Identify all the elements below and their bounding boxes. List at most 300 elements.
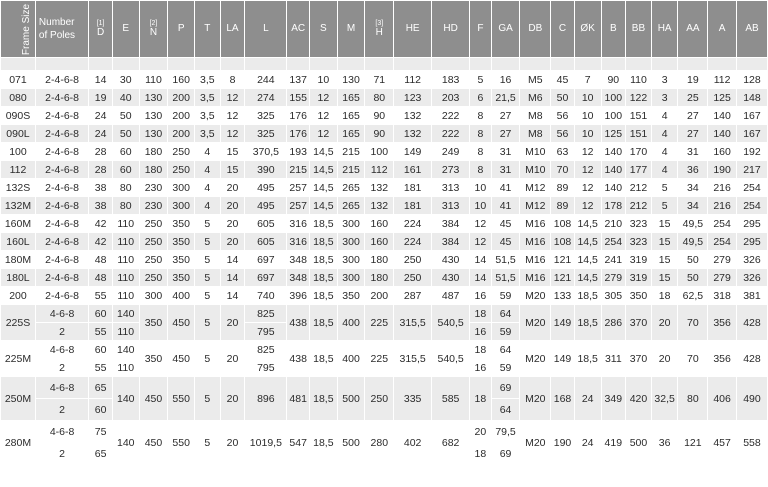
- spacer-cell: [89, 58, 113, 71]
- table-row: [1, 269, 768, 287]
- table-cell: 18: [651, 287, 678, 305]
- table-cell: 128: [736, 71, 767, 89]
- table-cell: 5: [195, 305, 221, 341]
- table-cell: M16: [520, 269, 551, 287]
- column-header-label: T: [204, 23, 211, 34]
- table-cell: 51,5: [491, 251, 520, 269]
- table-cell: 168: [551, 377, 575, 421]
- table-cell: 25: [678, 89, 708, 107]
- table-cell: 165: [337, 89, 365, 107]
- table-cell: 430: [432, 269, 470, 287]
- table-cell: 12: [574, 197, 601, 215]
- spacer-cell: [551, 58, 575, 71]
- table-cell: 4-6-8: [35, 305, 88, 323]
- table-row: [1, 233, 768, 251]
- table-cell: 80: [112, 179, 139, 197]
- table-cell: 3,5: [195, 71, 221, 89]
- table-cell: 500: [337, 377, 365, 421]
- table-cell: 795: [245, 323, 287, 341]
- table-cell: 279: [708, 269, 737, 287]
- table-cell: M16: [520, 233, 551, 251]
- table-cell: 10: [309, 71, 337, 89]
- table-cell: 190: [708, 161, 737, 179]
- table-cell: 18: [470, 341, 492, 359]
- table-cell: 224: [394, 215, 432, 233]
- table-cell: 140: [601, 161, 626, 179]
- table-cell: 420: [626, 377, 652, 421]
- table-cell: 62,5: [678, 287, 708, 305]
- table-cell: 19: [89, 89, 113, 107]
- table-cell: 180L: [1, 269, 36, 287]
- column-header-label: GA: [498, 23, 513, 34]
- table-cell: 348: [287, 251, 310, 269]
- table-row: [1, 71, 768, 89]
- table-cell: 558: [736, 421, 767, 465]
- table-cell: M20: [520, 341, 551, 377]
- table-cell: 384: [432, 215, 470, 233]
- table-cell: 180: [365, 251, 394, 269]
- table-cell: 4: [651, 161, 678, 179]
- table-cell: 59: [491, 359, 520, 377]
- table-cell: 795: [245, 359, 287, 377]
- table-cell: 287: [394, 287, 432, 305]
- table-cell: 216: [708, 179, 737, 197]
- table-cell: 350: [337, 287, 365, 305]
- footnote-marker: [1]: [96, 20, 105, 27]
- table-row: [1, 197, 768, 215]
- table-cell: 60: [112, 161, 139, 179]
- table-cell: 64: [491, 305, 520, 323]
- table-cell: 300: [337, 251, 365, 269]
- spacer-cell: [491, 58, 520, 71]
- table-cell: 41: [491, 197, 520, 215]
- table-cell: 64: [491, 399, 520, 421]
- table-cell: 65: [89, 377, 113, 399]
- table-cell: 215: [287, 161, 310, 179]
- column-header-label: C: [558, 23, 567, 34]
- table-cell: 381: [736, 287, 767, 305]
- table-cell: 16: [491, 71, 520, 89]
- footnote-marker: [2]: [149, 20, 158, 27]
- column-header: [245, 1, 287, 58]
- table-cell: 390: [245, 161, 287, 179]
- table-cell: 31: [678, 143, 708, 161]
- table-cell: 254: [601, 233, 626, 251]
- table-cell: 20: [220, 179, 245, 197]
- table-cell: 280M: [1, 421, 36, 465]
- table-cell: 148: [736, 89, 767, 107]
- table-cell: 132: [365, 197, 394, 215]
- table-cell: 112: [1, 161, 36, 179]
- table-cell: M8: [520, 125, 551, 143]
- table-cell: 100: [1, 143, 36, 161]
- table-cell: 110: [112, 269, 139, 287]
- table-cell: 108: [551, 233, 575, 251]
- table-cell: 250: [168, 161, 195, 179]
- table-cell: 12: [470, 215, 492, 233]
- table-cell: 18,5: [309, 377, 337, 421]
- table-cell: 130: [139, 125, 168, 143]
- table-cell: 80: [365, 89, 394, 107]
- table-cell: 178: [601, 197, 626, 215]
- spacer-cell: [520, 58, 551, 71]
- table-cell: M8: [520, 107, 551, 125]
- table-cell: 825: [245, 341, 287, 359]
- spacer-cell: [168, 58, 195, 71]
- table-cell: 5: [195, 215, 221, 233]
- table-cell: 230: [139, 179, 168, 197]
- table-cell: 682: [432, 421, 470, 465]
- table-cell: 605: [245, 215, 287, 233]
- table-cell: 160M: [1, 215, 36, 233]
- table-cell: 20: [470, 421, 492, 443]
- spacer-cell: [245, 58, 287, 71]
- table-cell: 697: [245, 269, 287, 287]
- table-cell: 140: [112, 377, 139, 421]
- table-cell: 14: [470, 251, 492, 269]
- table-cell: 21,5: [491, 89, 520, 107]
- column-header-label: HA: [657, 23, 672, 34]
- table-cell: 176: [287, 125, 310, 143]
- table-cell: 100: [601, 89, 626, 107]
- table-cell: M20: [520, 305, 551, 341]
- table-cell: 316: [287, 233, 310, 251]
- column-header: [168, 1, 195, 58]
- column-header: [574, 1, 601, 58]
- table-cell: 192: [736, 143, 767, 161]
- table-cell: 241: [601, 251, 626, 269]
- spacer-cell: [35, 58, 88, 71]
- table-cell: 500: [626, 421, 652, 465]
- column-header-label: F: [477, 23, 484, 34]
- column-header-label: BB: [631, 23, 646, 34]
- table-cell: 2-4-6-8: [35, 197, 88, 215]
- table-cell: 8: [470, 161, 492, 179]
- table-cell: 18,5: [309, 233, 337, 251]
- table-cell: 325: [245, 125, 287, 143]
- table-cell: 244: [245, 71, 287, 89]
- table-cell: 51,5: [491, 269, 520, 287]
- table-cell: 350: [168, 233, 195, 251]
- table-cell: 249: [432, 143, 470, 161]
- table-cell: 3,5: [195, 89, 221, 107]
- table-cell: 487: [432, 287, 470, 305]
- table-cell: 155: [287, 89, 310, 107]
- table-cell: 300: [168, 197, 195, 215]
- table-cell: 3,5: [195, 107, 221, 125]
- table-cell: 280: [365, 421, 394, 465]
- table-cell: 384: [432, 233, 470, 251]
- table-cell: 295: [736, 215, 767, 233]
- table-cell: 121: [551, 269, 575, 287]
- table-cell: 18,5: [574, 341, 601, 377]
- table-cell: 18,5: [309, 287, 337, 305]
- table-row: [1, 161, 768, 179]
- spacer-cell: [678, 58, 708, 71]
- table-cell: 5: [195, 233, 221, 251]
- table-cell: 15: [220, 143, 245, 161]
- table-cell: 18: [470, 443, 492, 465]
- table-cell: 70: [678, 341, 708, 377]
- table-cell: 193: [287, 143, 310, 161]
- table-cell: 490: [736, 377, 767, 421]
- table-cell: 457: [708, 421, 737, 465]
- table-cell: 279: [601, 269, 626, 287]
- table-cell: 14,5: [574, 269, 601, 287]
- table-cell: 31: [491, 143, 520, 161]
- table-cell: 2: [35, 359, 88, 377]
- table-cell: 42: [89, 215, 113, 233]
- table-cell: 400: [337, 305, 365, 341]
- table-cell: 14,5: [309, 161, 337, 179]
- table-cell: 12: [309, 107, 337, 125]
- table-cell: 547: [287, 421, 310, 465]
- table-cell: 60: [89, 399, 113, 421]
- table-cell: 217: [736, 161, 767, 179]
- column-header: [678, 1, 708, 58]
- table-cell: 151: [626, 107, 652, 125]
- column-header: [287, 1, 310, 58]
- table-cell: 45: [491, 215, 520, 233]
- frame-size-header: Frame Size: [1, 1, 36, 58]
- table-cell: 4: [651, 125, 678, 143]
- table-cell: 5: [470, 71, 492, 89]
- table-cell: 34: [678, 197, 708, 215]
- table-cell: 130: [139, 107, 168, 125]
- table-cell: 75: [89, 421, 113, 443]
- table-cell: 254: [708, 215, 737, 233]
- table-cell: 4: [195, 143, 221, 161]
- spacer-cell: [365, 58, 394, 71]
- column-header: [394, 1, 432, 58]
- table-cell: M5: [520, 71, 551, 89]
- table-cell: 112: [365, 161, 394, 179]
- table-cell: 6: [470, 89, 492, 107]
- table-cell: 20: [220, 215, 245, 233]
- table-cell: 215: [337, 161, 365, 179]
- table-cell: 14,5: [574, 215, 601, 233]
- table-cell: 4-6-8: [35, 421, 88, 443]
- table-cell: 14: [220, 287, 245, 305]
- table-cell: M20: [520, 287, 551, 305]
- table-cell: 130: [139, 89, 168, 107]
- table-cell: 45: [551, 71, 575, 89]
- table-cell: 3: [651, 89, 678, 107]
- table-cell: 5: [195, 251, 221, 269]
- table-cell: 15: [651, 233, 678, 251]
- column-header-label: E: [122, 23, 130, 34]
- table-cell: 400: [337, 341, 365, 377]
- table-cell: 090S: [1, 107, 36, 125]
- column-header-label: H: [375, 27, 383, 38]
- table-cell: 183: [432, 71, 470, 89]
- column-header-label: M: [346, 23, 356, 34]
- table-cell: 36: [651, 421, 678, 465]
- table-cell: 350: [139, 341, 168, 377]
- table-cell: 315,5: [394, 341, 432, 377]
- spacer-cell: [139, 58, 168, 71]
- table-cell: 110: [112, 287, 139, 305]
- table-cell: 8: [470, 125, 492, 143]
- table-cell: 140: [708, 107, 737, 125]
- table-row: [1, 89, 768, 107]
- table-cell: 50: [112, 125, 139, 143]
- table-cell: 2-4-6-8: [35, 179, 88, 197]
- table-cell: 110: [112, 323, 139, 341]
- table-cell: 55: [89, 287, 113, 305]
- spacer-cell: [708, 58, 737, 71]
- table-cell: 2-4-6-8: [35, 125, 88, 143]
- table-cell: 28: [89, 143, 113, 161]
- table-cell: 295: [736, 233, 767, 251]
- table-cell: 50: [112, 107, 139, 125]
- table-cell: 45: [491, 233, 520, 251]
- table-cell: 42: [89, 233, 113, 251]
- table-cell: 16: [470, 359, 492, 377]
- spacer-cell: [432, 58, 470, 71]
- table-cell: 254: [736, 197, 767, 215]
- table-cell: 19: [678, 71, 708, 89]
- table-cell: 180: [139, 143, 168, 161]
- table-cell: 370: [626, 341, 652, 377]
- table-cell: 2-4-6-8: [35, 89, 88, 107]
- table-cell: 50: [678, 251, 708, 269]
- table-cell: 90: [601, 71, 626, 89]
- table-cell: 3,5: [195, 125, 221, 143]
- table-cell: 2-4-6-8: [35, 215, 88, 233]
- table-body: [1, 58, 768, 465]
- column-header: [520, 1, 551, 58]
- table-cell: 18,5: [309, 269, 337, 287]
- table-cell: 540,5: [432, 341, 470, 377]
- table-cell: 176: [287, 107, 310, 125]
- spacer-cell: [1, 58, 36, 71]
- column-header-label: P: [177, 23, 185, 34]
- table-cell: 12: [470, 233, 492, 251]
- column-header-label: B: [609, 23, 617, 34]
- table-cell: 5: [651, 197, 678, 215]
- column-header-label: HD: [443, 23, 458, 34]
- table-cell: 38: [89, 197, 113, 215]
- table-cell: M16: [520, 215, 551, 233]
- table-row: [1, 305, 768, 323]
- table-cell: 18: [470, 377, 492, 421]
- table-cell: 160: [365, 215, 394, 233]
- spacer-cell: [309, 58, 337, 71]
- table-cell: 12: [574, 179, 601, 197]
- table-cell: 112: [708, 71, 737, 89]
- table-row: [1, 377, 768, 399]
- spacer-cell: [112, 58, 139, 71]
- table-cell: 350: [168, 215, 195, 233]
- table-cell: 257: [287, 179, 310, 197]
- table-cell: 130: [337, 71, 365, 89]
- table-cell: 180: [365, 269, 394, 287]
- table-cell: 89: [551, 197, 575, 215]
- table-cell: 20: [220, 197, 245, 215]
- table-cell: 14: [220, 269, 245, 287]
- table-cell: 349: [601, 377, 626, 421]
- table-cell: 27: [678, 107, 708, 125]
- table-cell: 70: [551, 161, 575, 179]
- table-cell: 286: [601, 305, 626, 341]
- table-row: [1, 251, 768, 269]
- table-cell: 400: [168, 287, 195, 305]
- table-cell: 200: [168, 107, 195, 125]
- table-cell: 254: [708, 233, 737, 251]
- spacer-cell: [337, 58, 365, 71]
- table-cell: 5: [195, 269, 221, 287]
- table-cell: 132: [394, 107, 432, 125]
- table-cell: 4: [195, 179, 221, 197]
- table-cell: 203: [432, 89, 470, 107]
- table-cell: 450: [139, 377, 168, 421]
- table-cell: 550: [168, 421, 195, 465]
- table-cell: 10: [574, 125, 601, 143]
- table-cell: 64: [491, 341, 520, 359]
- table-cell: 56: [551, 125, 575, 143]
- table-cell: 2-4-6-8: [35, 107, 88, 125]
- table-cell: 170: [626, 143, 652, 161]
- table-cell: 3: [651, 71, 678, 89]
- table-cell: 140: [112, 421, 139, 465]
- table-cell: 300: [337, 215, 365, 233]
- table-cell: 60: [112, 143, 139, 161]
- column-header-label: S: [320, 23, 327, 34]
- table-cell: 49,5: [678, 233, 708, 251]
- table-cell: 2-4-6-8: [35, 161, 88, 179]
- table-cell: 12: [220, 125, 245, 143]
- table-cell: 370,5: [245, 143, 287, 161]
- column-header-label: D: [96, 27, 105, 38]
- table-cell: 137: [287, 71, 310, 89]
- table-cell: 140: [601, 143, 626, 161]
- table-cell: 140: [112, 341, 139, 359]
- table-cell: 12: [574, 143, 601, 161]
- table-cell: 090L: [1, 125, 36, 143]
- table-cell: 495: [245, 197, 287, 215]
- table-cell: 2: [35, 399, 88, 421]
- table-cell: 230: [139, 197, 168, 215]
- table-cell: 438: [287, 341, 310, 377]
- table-cell: 79,5: [491, 421, 520, 443]
- table-cell: 402: [394, 421, 432, 465]
- table-cell: 122: [626, 89, 652, 107]
- table-cell: 481: [287, 377, 310, 421]
- table-cell: 49,5: [678, 215, 708, 233]
- table-cell: 4: [195, 197, 221, 215]
- table-cell: 160: [708, 143, 737, 161]
- table-cell: 318: [708, 287, 737, 305]
- table-cell: 265: [337, 197, 365, 215]
- table-cell: 18,5: [309, 421, 337, 465]
- table-cell: 18,5: [309, 215, 337, 233]
- table-cell: 438: [287, 305, 310, 341]
- table-cell: 100: [601, 107, 626, 125]
- table-cell: 428: [736, 305, 767, 341]
- table-cell: 605: [245, 233, 287, 251]
- table-cell: 250: [139, 269, 168, 287]
- table-row: [1, 179, 768, 197]
- table-cell: 495: [245, 179, 287, 197]
- table-cell: 56: [551, 107, 575, 125]
- table-cell: 125: [601, 125, 626, 143]
- table-cell: 250: [139, 251, 168, 269]
- table-cell: 313: [432, 197, 470, 215]
- spacer-cell: [287, 58, 310, 71]
- column-header-label: DB: [528, 23, 543, 34]
- spacer-row: [1, 58, 768, 71]
